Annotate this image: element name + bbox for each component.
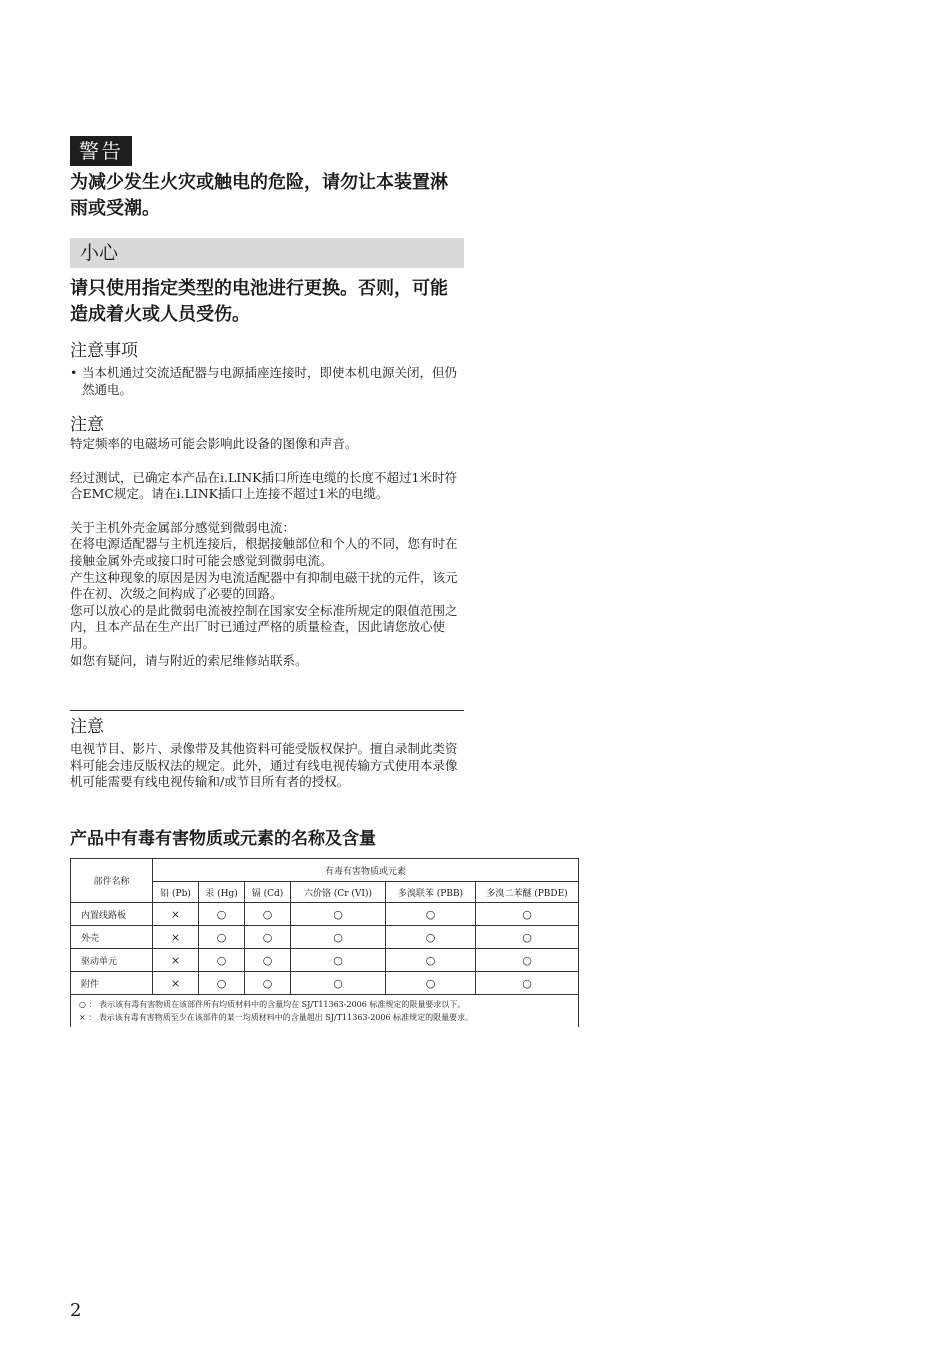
- table-notes: [71, 995, 579, 1028]
- notice2-text: 电视节目、影片、录像带及其他资料可能受版权保护。擅自录制此类资料可能会违反版权法的规定。此外，通过有线电视传输方式使用本录像机可能需要有线电视传输和/或节目所有者的授权。: [70, 741, 458, 790]
- warning-text: 为减少发生火灾或触电的危险，请勿让本装置淋雨或受潮。: [70, 172, 448, 219]
- table-cell-mark: ×: [153, 949, 199, 972]
- table-cell-mark: ×: [153, 903, 199, 926]
- table-header-part: 部件名称: [71, 859, 153, 903]
- table-header-group: 有毒有害物质或元素: [153, 859, 579, 882]
- notice2-heading: 注意: [70, 717, 104, 737]
- table-cell-mark: ○: [291, 926, 386, 949]
- caution-header: [70, 238, 464, 268]
- table-row: [71, 903, 579, 926]
- table-cell-mark: ○: [199, 949, 245, 972]
- notice1-p3-line: 关于主机外壳金属部分感觉到微弱电流：: [70, 519, 296, 535]
- table-note: × ： 表示该有毒有害物质至少在该部件的某一均质材料中的含量超出 SJ/T11363-2006 标准规定的限量要求。: [79, 1013, 474, 1022]
- notice1-p3-line: 您可以放心的是此微弱电流被控制在国家安全标准所规定的限值范围之内，且本产品在生产出厂时已通过严格的质量检查，因此请您放心使用。: [70, 602, 458, 651]
- table-cell-mark: ○: [476, 949, 579, 972]
- table-cell-mark: ○: [245, 926, 291, 949]
- table-cell-mark: ○: [245, 949, 291, 972]
- table-header-substance: 铅 (Pb): [153, 882, 199, 903]
- notice1-p3-line: 如您有疑问，请与附近的索尼维修站联系。: [70, 652, 308, 668]
- precautions-section: [70, 340, 464, 398]
- notice1-p3-line: 在将电源适配器与主机连接后，根据接触部位和个人的不同，您有时在接触金属外壳或接口时可能会感觉到微弱电流。: [70, 536, 458, 568]
- table-cell-mark: ○: [386, 926, 476, 949]
- notice1-heading: 注意: [70, 415, 104, 435]
- notice-section-2: [70, 716, 464, 791]
- table-cell-mark: ○: [476, 903, 579, 926]
- table-row: [71, 949, 579, 972]
- table-header-substance: 汞 (Hg): [199, 882, 245, 903]
- caution-text: 请只使用指定类型的电池进行更换。否则，可能造成着火或人员受伤。: [70, 278, 448, 325]
- table-note: ○ ： 表示该有毒有害物质在该部件所有均质材料中的含量均在 SJ/T11363-2006 标准规定的限量要求以下。: [79, 1000, 466, 1009]
- table-cell-mark: ○: [476, 926, 579, 949]
- table-header-substance: 多溴联苯 (PBB): [386, 882, 476, 903]
- precautions-heading: 注意事项: [70, 341, 138, 361]
- page-number: 2: [70, 1300, 82, 1321]
- table-cell-mark: ○: [291, 972, 386, 995]
- table-header-substance: 多溴二苯醚 (PBDE): [476, 882, 579, 903]
- table-cell-part: 外壳: [71, 926, 153, 949]
- table-cell-mark: ○: [291, 903, 386, 926]
- table-cell-mark: ○: [386, 972, 476, 995]
- table-cell-mark: ○: [245, 972, 291, 995]
- table-cell-part: 内置线路板: [71, 903, 153, 926]
- table-cell-mark: ○: [476, 972, 579, 995]
- table-row: [71, 972, 579, 995]
- notice-section-1: [70, 414, 464, 669]
- table-cell-mark: ○: [386, 949, 476, 972]
- table-cell-mark: ×: [153, 972, 199, 995]
- table-cell-mark: ○: [199, 926, 245, 949]
- table-cell-mark: ○: [245, 903, 291, 926]
- warning-label: 警告: [70, 136, 132, 166]
- notice1-p3-line: 产生这种现象的原因是因为电流适配器中有抑制电磁干扰的元件，该元件在初、次级之间构成了必要的回路。: [70, 569, 458, 602]
- table-header-substance: 六价铬 (Cr (VI)): [291, 882, 386, 903]
- precautions-bullet: [70, 365, 464, 398]
- table-cell-mark: ○: [199, 903, 245, 926]
- table-cell-mark: ○: [291, 949, 386, 972]
- table-cell-mark: ×: [153, 926, 199, 949]
- caution-label: 小心: [80, 242, 119, 264]
- notice1-p2: 经过测试，已确定本产品在i.LINK插口所连电缆的长度不超过1米时符合EMC规定。请在i.LINK插口上连接不超过1米的电缆。: [70, 469, 457, 502]
- hazard-table: [70, 858, 579, 1027]
- table-header-substance: 镉 (Cd): [245, 882, 291, 903]
- table-cell-mark: ○: [386, 903, 476, 926]
- table-cell-mark: ○: [199, 972, 245, 995]
- bullet-icon: •: [70, 365, 78, 380]
- precautions-bullet-text: 当本机通过交流适配器与电源插座连接时，即使本机电源关闭，但仍然通电。: [82, 365, 458, 397]
- notice1-p3: [70, 520, 464, 669]
- table-row: [71, 926, 579, 949]
- section-divider: [70, 710, 464, 711]
- hazard-title: 产品中有毒有害物质或元素的名称及含量: [70, 829, 376, 849]
- notice1-p1: 特定频率的电磁场可能会影响此设备的图像和声音。: [70, 436, 358, 451]
- table-cell-part: 驱动单元: [71, 949, 153, 972]
- table-cell-part: 附件: [71, 972, 153, 995]
